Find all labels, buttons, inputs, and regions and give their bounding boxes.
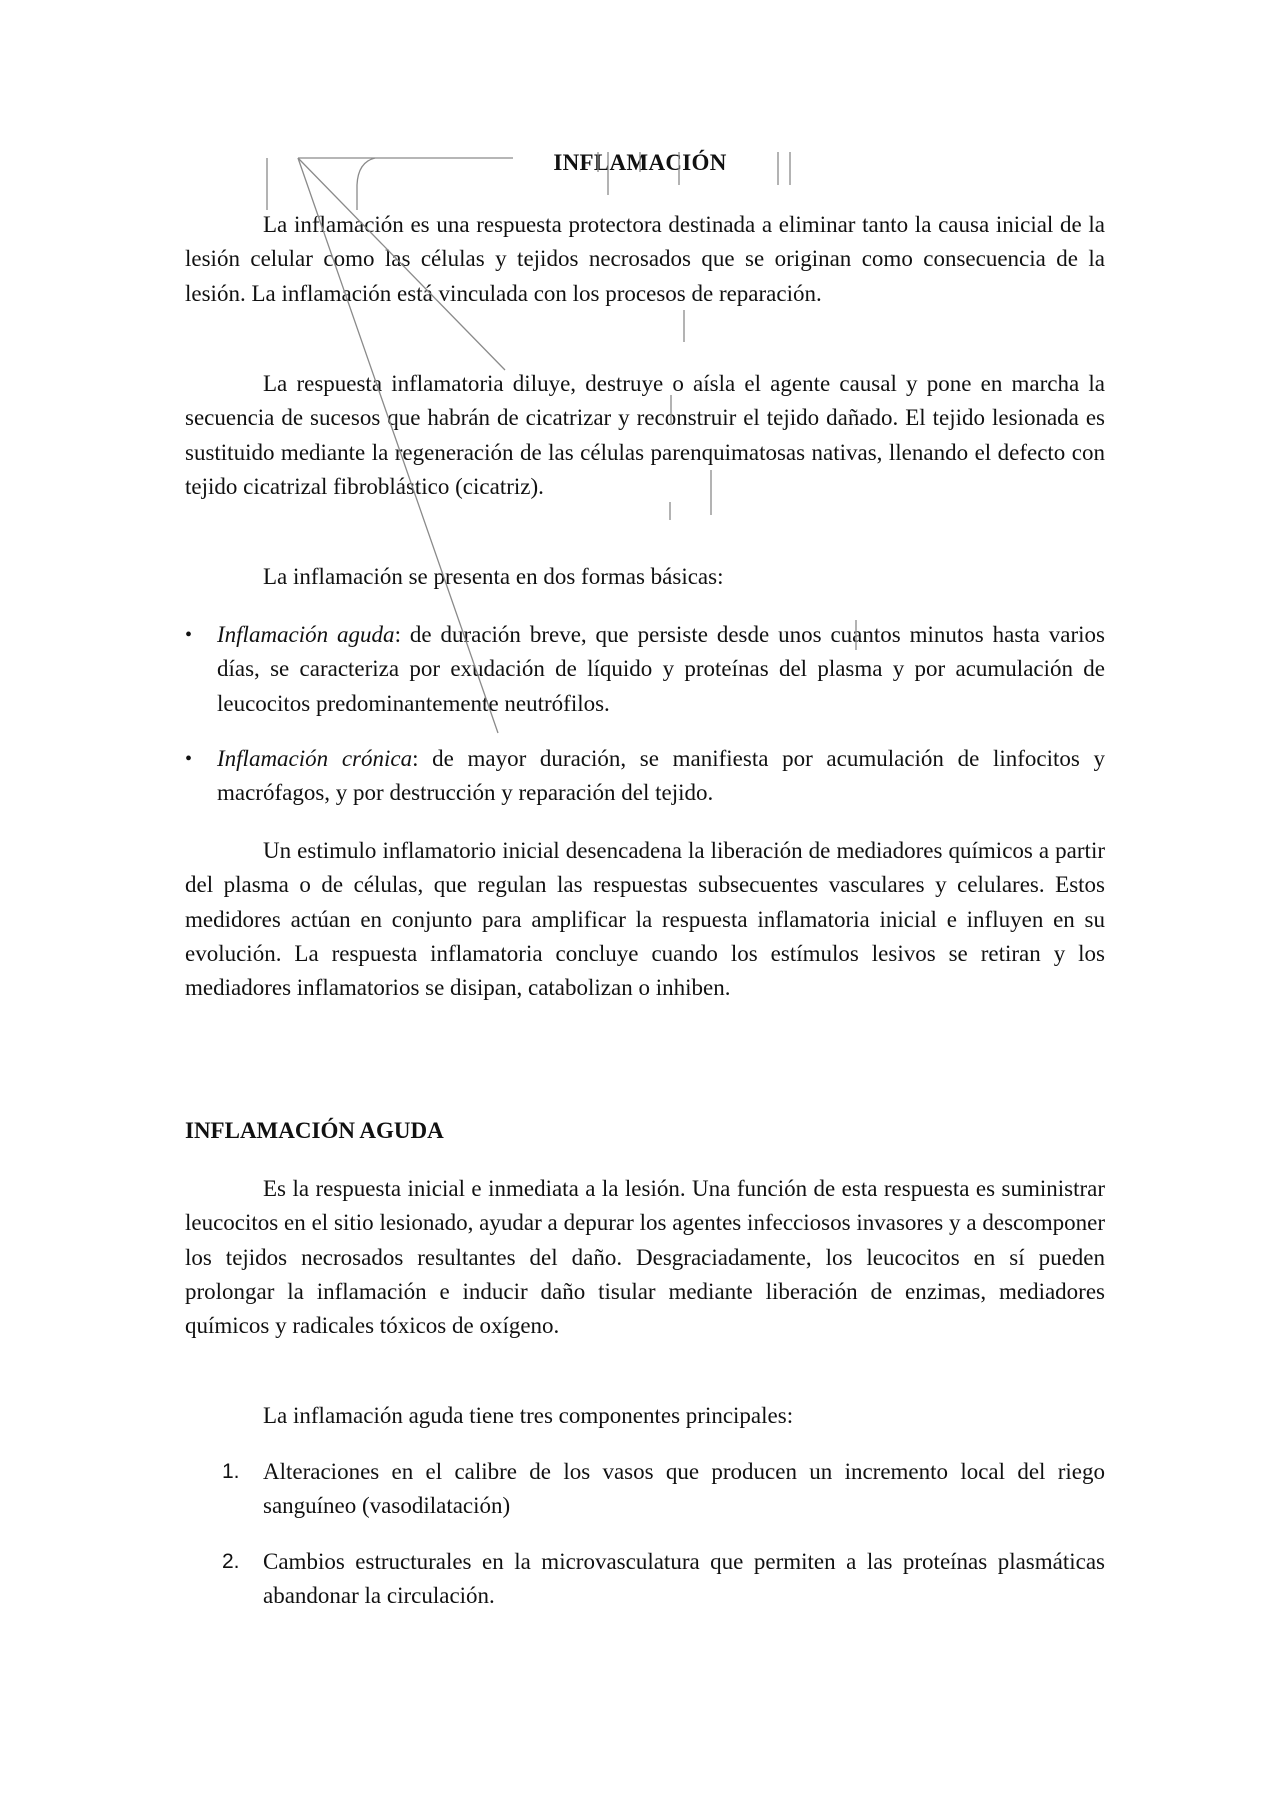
list-item — [185, 742, 1105, 811]
numbered-item — [185, 1545, 1105, 1614]
bullet-description: : de duración breve, que persiste desde unos cuantos minutos hasta varios días, se caracteriza por exudación de líquido y proteínas del plasma y por acumulación de leucocitos predominantemente neutrófilos. — [217, 622, 1105, 716]
section-heading: INFLAMACIÓN AGUDA — [185, 1118, 444, 1143]
closing-paragraph: Un estimulo inflamatorio inicial desencadena la liberación de mediadores químicos a partir del plasma o de células, que regulan las respuestas subsecuentes vasculares y celulares. Estos medidores actúan en conjunto para amplificar la respuesta inflamatoria inicial e influyen en su evolución. La respuesta inflamatoria concluye cuando los estímulos lesivos se retiran y los mediadores inflamatorios se disipan, catabolizan o inhiben. — [185, 838, 1105, 1001]
list-item — [185, 618, 1105, 721]
item-text: Cambios estructurales en la microvasculatura que permiten a las proteínas plasmáticas abandonar la circulación. — [263, 1549, 1105, 1609]
numbered-item — [185, 1455, 1105, 1524]
bullet-description: : de mayor duración, se manifiesta por acumulación de linfocitos y macrófagos, y por destrucción y reparación del tejido. — [217, 746, 1106, 806]
bullet-term: Inflamación crónica — [217, 746, 413, 771]
section-paragraph-1: Es la respuesta inicial e inmediata a la lesión. Una función de esta respuesta es suministrar leucocitos en el sitio lesionado, ayudar a depurar los agentes infecciosos invasores y a descomponer los tejidos necrosados resultantes del daño. Desgraciadamente, los leucocitos en sí pueden prolongar la inflamación e inducir daño tisular mediante liberación de enzimas, mediadores químicos y radicales tóxicos de oxígeno. — [185, 1176, 1105, 1339]
bullet-text — [217, 742, 1105, 811]
intro-paragraph-2: La respuesta inflamatoria diluye, destruye o aísla el agente causal y pone en marcha la secuencia de sucesos que habrán de cicatrizar y reconstruir el tejido dañado. El tejido lesionada es sustituido mediante la regeneración de las células parenquimatosas nativas, llenando el defecto con tejido cicatrizal fibroblástico (cicatriz). — [185, 371, 1105, 499]
bullet-icon: • — [185, 748, 193, 770]
bullet-term: Inflamación aguda — [217, 622, 395, 647]
section-paragraph-2: La inflamación aguda tiene tres componentes principales: — [263, 1403, 794, 1428]
document-title: INFLAMACIÓN — [553, 150, 727, 175]
intro-paragraph-3: La inflamación se presenta en dos formas básicas: — [263, 564, 724, 589]
item-text: Alteraciones en el calibre de los vasos que producen un incremento local del riego sanguíneo (vasodilatación) — [263, 1459, 1105, 1519]
item-number: 2. — [222, 1550, 240, 1573]
item-number: 1. — [222, 1460, 240, 1483]
bullet-icon: • — [185, 624, 193, 646]
bullet-text — [217, 618, 1105, 721]
intro-paragraph-1: La inflamación es una respuesta protectora destinada a eliminar tanto la causa inicial de la lesión celular como las células y tejidos necrosados que se originan como consecuencia de la lesión. La inflamación está vinculada con los procesos de reparación. — [185, 212, 1105, 306]
